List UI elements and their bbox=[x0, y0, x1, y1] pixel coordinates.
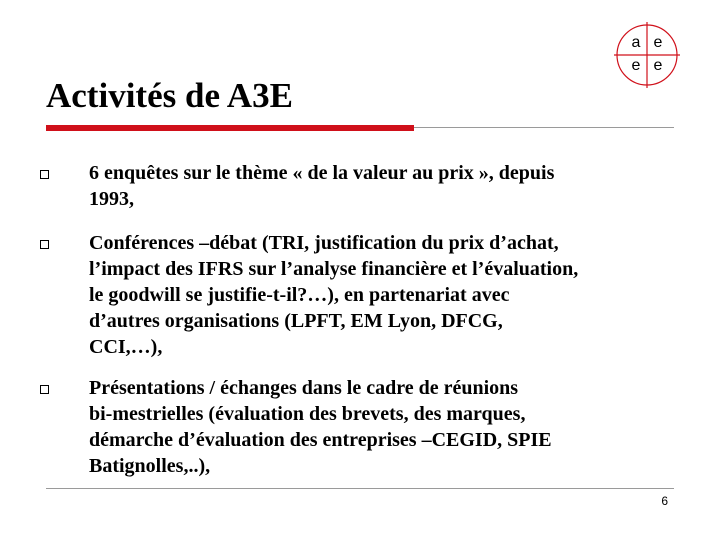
bullet-marker bbox=[40, 385, 49, 394]
slide-title: Activités de A3E bbox=[46, 76, 293, 115]
bullet-marker bbox=[40, 240, 49, 249]
logo-letter-4: e bbox=[653, 57, 663, 74]
logo-letter-2: e bbox=[653, 34, 663, 51]
bullet-item-1: 6 enquêtes sur le thème « de la valeur au prix », depuis 1993, bbox=[89, 162, 555, 210]
footer-rule bbox=[46, 488, 674, 489]
bullet-item-2: Conférences –débat (TRI, justification du prix d’achat, l’impact des IFRS sur l’analyse financière et l’évaluation, le goodwill se justifie-t-il?…), en partenariat avec d’autres organisations (LPFT, EM Lyon, DFCG, CCI,…), bbox=[89, 232, 579, 358]
bullet-item-3: Présentations / échanges dans le cadre de réunions bi-mestrielles (évaluation des brevets, des marques, démarche d’évaluation des entreprises –CEGID, SPIE Batignolles,..), bbox=[89, 377, 552, 477]
logo-letter-1: a bbox=[631, 34, 641, 51]
bullet-marker bbox=[40, 170, 49, 179]
page-number: 6 bbox=[661, 494, 668, 508]
logo-letter-3: e bbox=[631, 57, 641, 74]
